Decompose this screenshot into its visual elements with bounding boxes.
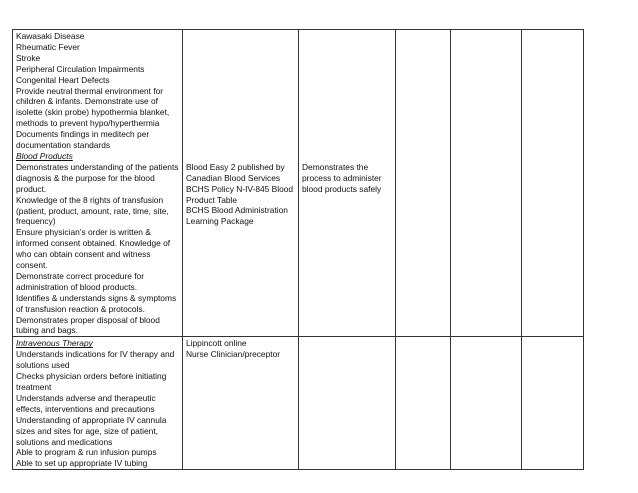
resource-line: Lippincott online (186, 338, 247, 349)
cell-line: effects, interventions and precautions (16, 403, 155, 414)
cell-line: Congenital Heart Defects (16, 74, 110, 85)
cell-line: Identifies & understands signs & symptoms (16, 292, 177, 303)
evaluation-line: Demonstrates the (302, 161, 369, 172)
empty-cell (451, 337, 522, 470)
competency-cell (13, 337, 183, 470)
cell-line: administration of blood products. (16, 281, 138, 292)
cell-line: solutions used (16, 360, 70, 371)
empty-cell (396, 30, 451, 337)
cell-line: Able to program & run infusion pumps (16, 447, 157, 458)
cell-line: Understands indications for IV therapy and (16, 349, 175, 360)
cell-line: frequency) (16, 216, 56, 227)
cell-spacer (302, 31, 392, 162)
cell-line: children & infants. Demonstrate use of (16, 96, 158, 107)
cell-line: Demonstrates understanding of the patients (16, 161, 179, 172)
cell-line: Peripheral Circulation Impairments (16, 63, 145, 74)
cell-line: of transfusion reaction & protocols. (16, 303, 145, 314)
resource-line: BCHS Blood Administration (186, 205, 288, 216)
table-row (13, 337, 584, 470)
resources-cell (183, 337, 299, 470)
cell-line: isolette (skin probe) hypothermia blanket, (16, 107, 170, 118)
evaluation-line: blood products safely (302, 183, 382, 194)
competency-cell (13, 30, 183, 337)
cell-line: Provide neutral thermal environment for (16, 85, 164, 96)
resource-line: BCHS Policy N-IV-845 Blood (186, 183, 294, 194)
cell-spacer (186, 31, 295, 162)
empty-cell (451, 30, 522, 337)
evaluation-cell (299, 30, 396, 337)
competency-table (12, 29, 584, 470)
cell-line: treatment (16, 382, 52, 392)
cell-line: Able to set up appropriate IV tubing (16, 458, 148, 469)
resource-line: Blood Easy 2 published by (186, 161, 285, 172)
cell-line: Documents findings in meditech per (16, 129, 150, 140)
cell-line: documentation standards (16, 140, 111, 151)
cell-line: Knowledge of the 8 rights of transfusion (16, 194, 164, 205)
cell-line: Rheumatic Fever (16, 41, 80, 52)
cell-line: Demonstrates proper disposal of blood (16, 314, 160, 325)
resource-line: Learning Package (186, 216, 254, 227)
cell-line: diagnosis & the purpose for the blood (16, 172, 155, 183)
resource-line: Nurse Clinician/preceptor (186, 349, 281, 360)
cell-line: consent. (16, 260, 48, 271)
empty-cell (522, 337, 584, 470)
cell-line: solutions and medications (16, 436, 113, 447)
cell-line: Kawasaki Disease (16, 31, 85, 41)
cell-line: (patient, product, amount, rate, time, site, (16, 205, 169, 216)
cell-line: Demonstrate correct procedure for (16, 270, 145, 281)
empty-cell (522, 30, 584, 337)
section-heading: Intravenous Therapy (16, 338, 93, 349)
cell-line: product. (16, 183, 47, 194)
cell-line: Checks physician orders before initiating (16, 371, 167, 382)
cell-line: Understanding of appropriate IV cannula (16, 414, 167, 425)
cell-line: Understands adverse and therapeutic (16, 392, 156, 403)
cell-line: sizes and sites for age, size of patient, (16, 425, 158, 436)
cell-line: informed consent obtained. Knowledge of (16, 238, 171, 249)
resource-line: Product Table (186, 194, 238, 205)
cell-line: tubing and bags. (16, 325, 78, 336)
section-heading: Blood Products (16, 150, 73, 161)
cell-line: methods to prevent hypo/hyperthermia (16, 118, 160, 129)
evaluation-cell (299, 337, 396, 470)
evaluation-line: process to administer (302, 172, 382, 183)
cell-line: Stroke (16, 52, 41, 63)
resources-cell (183, 30, 299, 337)
empty-cell (396, 337, 451, 470)
cell-line: Ensure physician’s order is written & (16, 227, 151, 238)
cell-line: who can obtain consent and witness (16, 249, 151, 260)
table-row (13, 30, 584, 337)
resource-line: Canadian Blood Services (186, 172, 281, 183)
